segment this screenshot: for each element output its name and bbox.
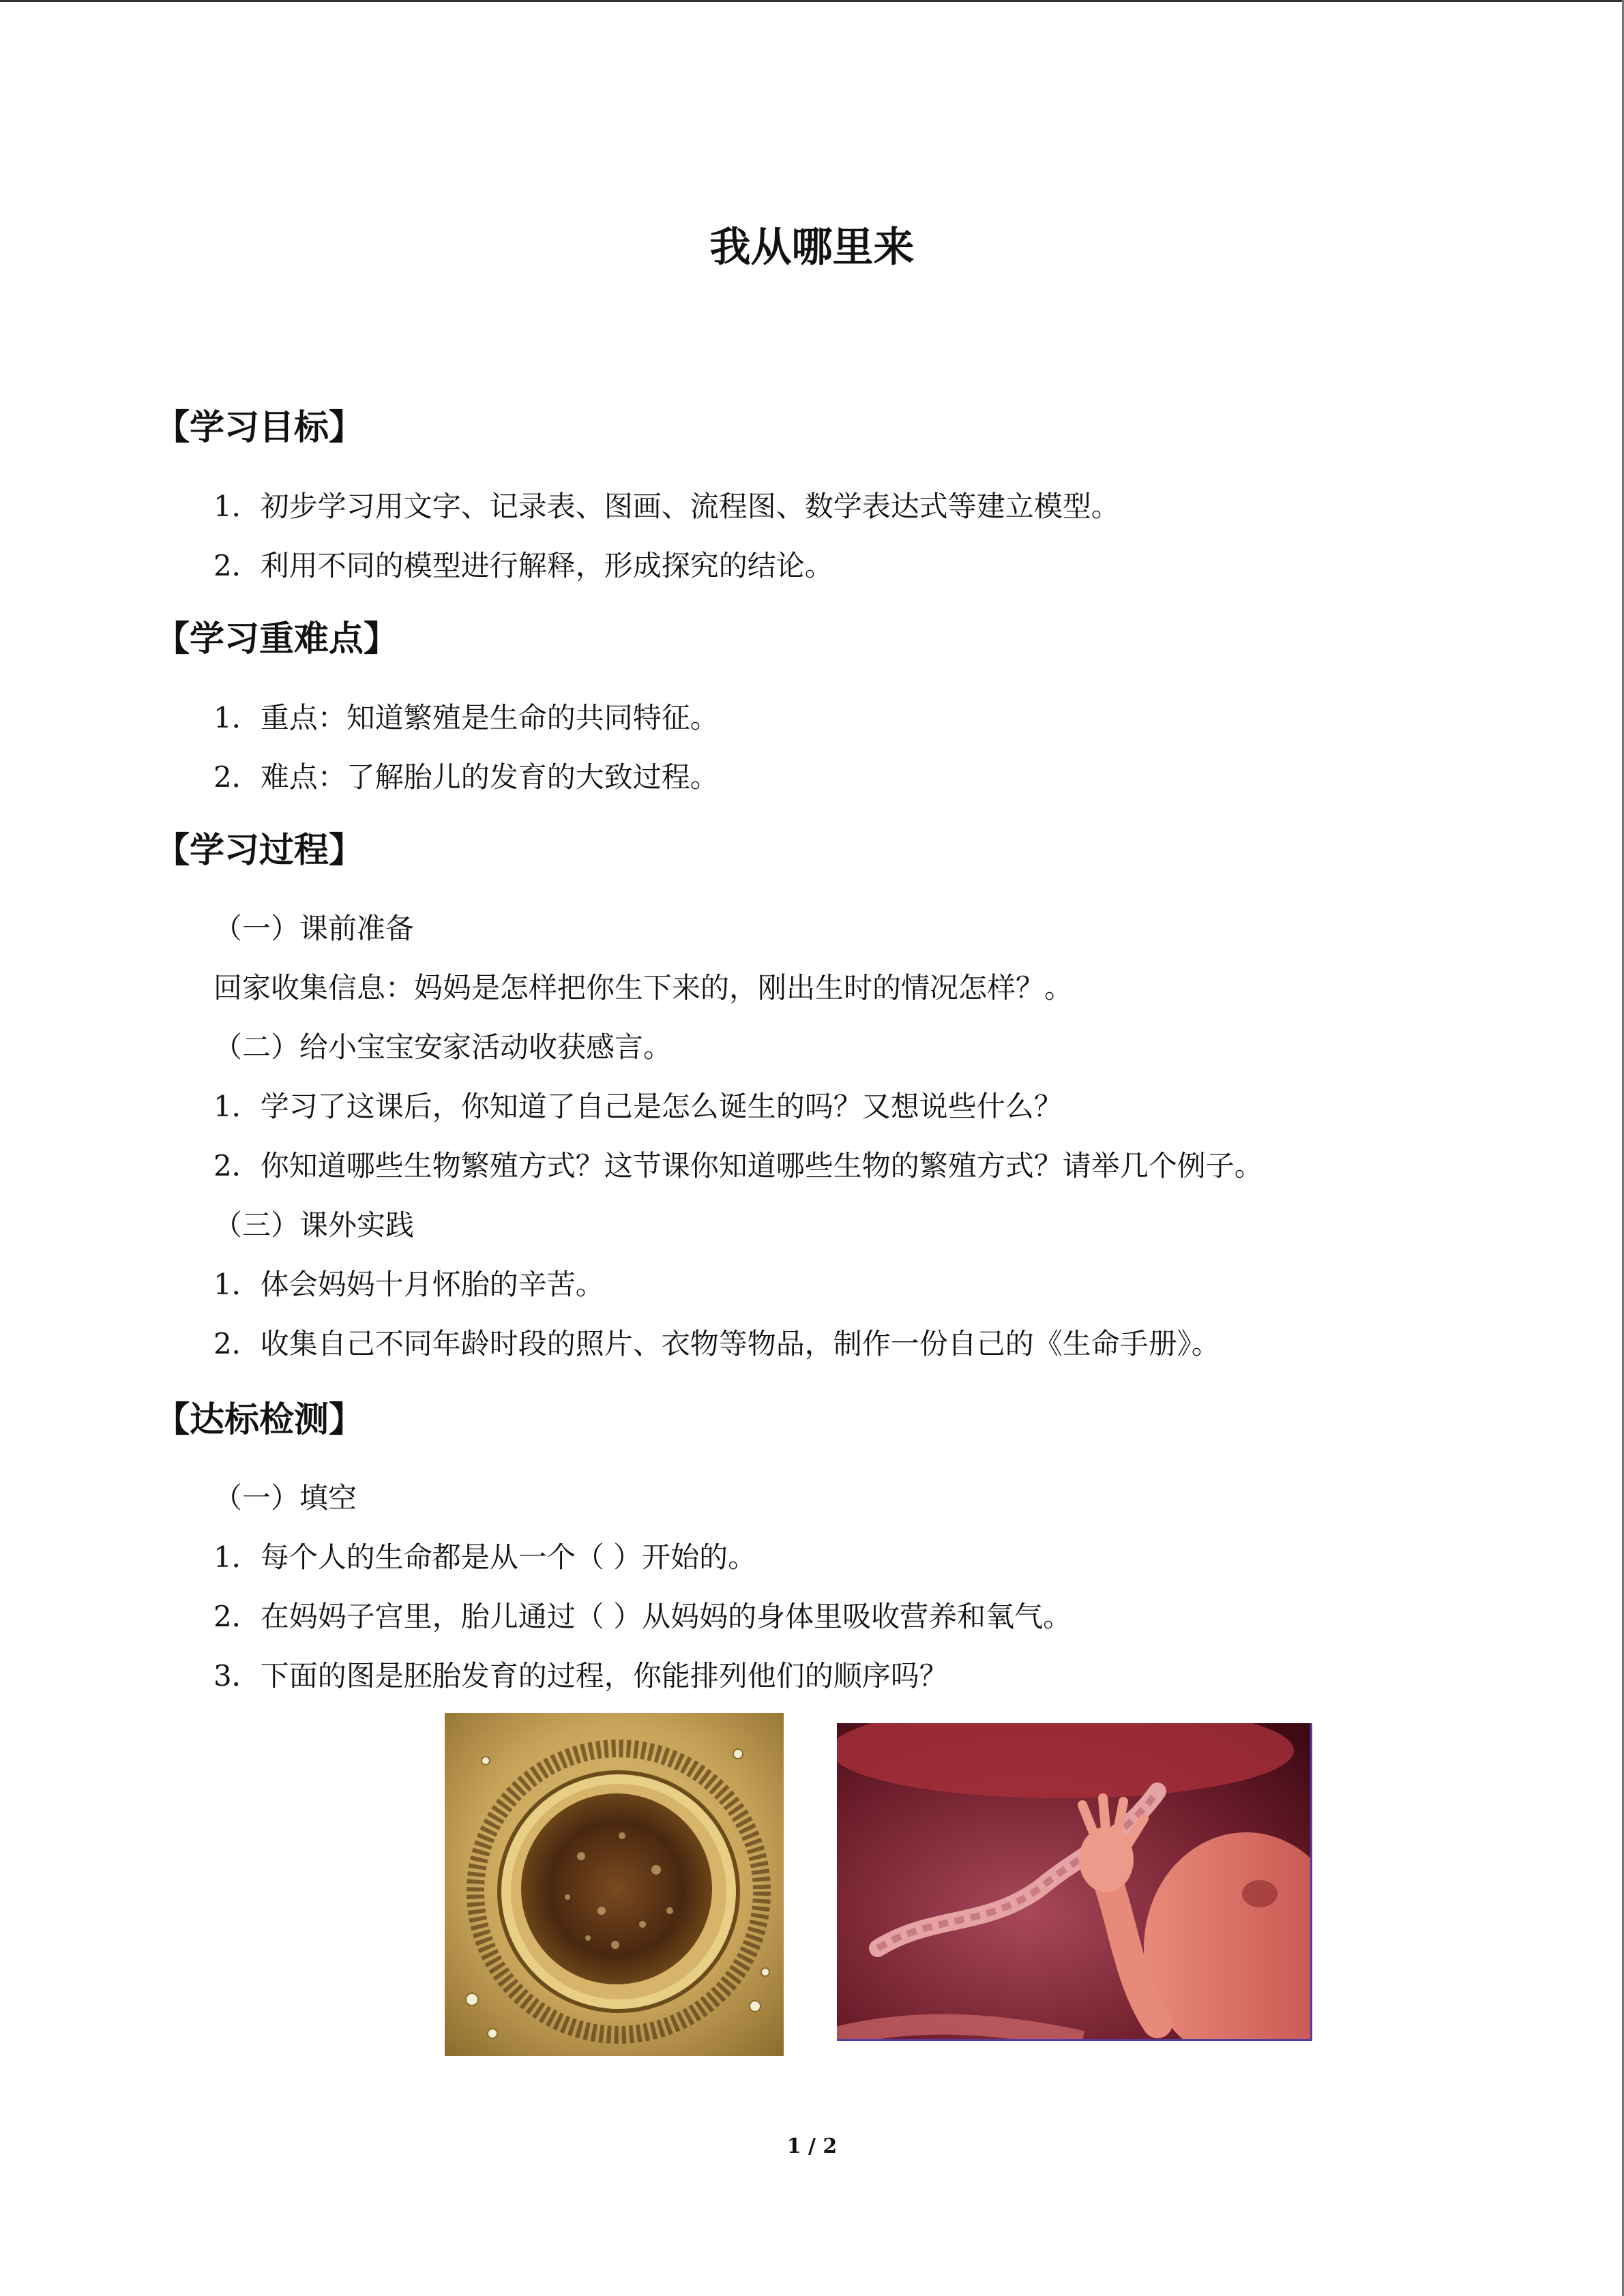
process-item-8: 2．收集自己不同年龄时段的照片、衣物等物品，制作一份自己的《生命手册》。	[213, 1327, 1220, 1360]
heading-process: 【学习过程】	[155, 831, 364, 871]
page-title: 我从哪里来	[709, 224, 915, 271]
process-item-1: （一）课前准备	[213, 912, 415, 945]
test-item-1: （一）填空	[213, 1481, 357, 1515]
process-item-2: 回家收集信息：妈妈是怎样把你生下来的，刚出生时的情况怎样？。	[213, 971, 1074, 1004]
process-item-6: （三）课外实践	[213, 1208, 415, 1242]
goal-item-1: 1．初步学习用文字、记录表、图画、流程图、数学表达式等建立模型。	[213, 490, 1120, 523]
test-item-4: 3．下面的图是胚胎发育的过程，你能排列他们的顺序吗？	[213, 1659, 948, 1693]
process-item-7: 1．体会妈妈十月怀胎的辛苦。	[213, 1268, 604, 1301]
test-item-2: 1．每个人的生命都是从一个（ ）开始的。	[213, 1540, 757, 1574]
page-number: 1 / 2	[786, 2134, 838, 2158]
heading-test: 【达标检测】	[155, 1400, 364, 1440]
process-item-4: 1．学习了这课后，你知道了自己是怎么诞生的吗？又想说些什么？	[213, 1090, 1063, 1123]
fetus-image	[837, 1723, 1312, 2041]
goal-item-2: 2．利用不同的模型进行解释，形成探究的结论。	[213, 549, 833, 582]
top-border	[0, 0, 1624, 2]
heading-keypoints: 【学习重难点】	[155, 619, 399, 659]
test-item-3: 2．在妈妈子宫里，胎儿通过（ ）从妈妈的身体里吸收营养和氧气。	[213, 1600, 1072, 1633]
keypoint-item-1: 1．重点：知道繁殖是生命的共同特征。	[213, 701, 719, 734]
process-item-3: （二）给小宝宝安家活动收获感言。	[213, 1030, 673, 1064]
egg-cell-image	[445, 1713, 784, 2056]
heading-goals: 【学习目标】	[155, 408, 364, 448]
keypoint-item-2: 2．难点：了解胎儿的发育的大致过程。	[213, 760, 719, 794]
process-item-5: 2．你知道哪些生物繁殖方式？这节课你知道哪些生物的繁殖方式？请举几个例子。	[213, 1149, 1263, 1182]
